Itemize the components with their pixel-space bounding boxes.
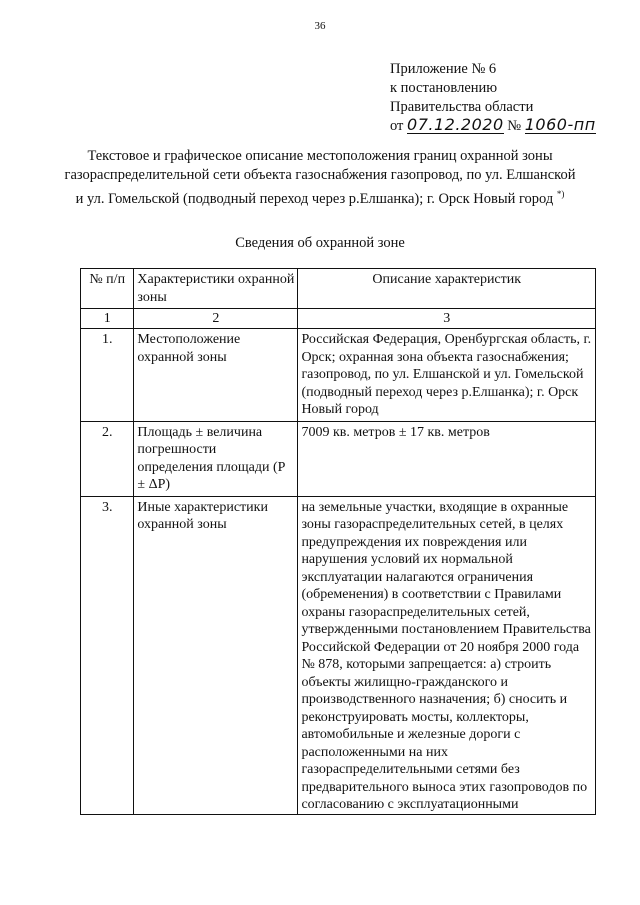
page-number: 36 (314, 20, 326, 32)
handwritten-number: 1060-пп (524, 115, 596, 134)
column-number-row (81, 309, 596, 329)
appendix-line-1: Приложение № 6 (390, 61, 497, 77)
table-row (81, 421, 596, 496)
header-cell-description: Описание характеристик (298, 269, 596, 309)
handwritten-date: 07.12.2020 (407, 115, 504, 134)
row-description: Российская Федерация, Оренбургская область, г. Орск; охранная зона объекта газоснабжения; газопровод, по ул. Елшанской и ул. Гомельской (подводный переход через р.Елшанка); г. Орск Новый город (298, 329, 596, 422)
column-number-3: 3 (298, 309, 596, 329)
row-number: 1. (81, 329, 134, 422)
section-subtitle: Сведения об охранной зоне (235, 235, 405, 251)
document-title (60, 147, 580, 209)
row-characteristic: Местоположение охранной зоны (134, 329, 298, 422)
column-number-2: 2 (134, 309, 298, 329)
column-number-1: 1 (81, 309, 134, 329)
number-prefix: № (507, 118, 522, 134)
row-number: 3. (81, 496, 134, 814)
table-row (81, 329, 596, 422)
zone-info-table (80, 268, 596, 815)
appendix-block (390, 60, 596, 136)
header-cell-number: № п/п (81, 269, 134, 309)
row-characteristic: Иные характеристики охранной зоны (134, 496, 298, 814)
row-description: 7009 кв. метров ± 17 кв. метров (298, 421, 596, 496)
table-header-row (81, 269, 596, 309)
header-cell-characteristic: Характеристики охранной зоны (134, 269, 298, 309)
table-row (81, 496, 596, 814)
appendix-line-3: Правительства области (390, 99, 534, 115)
row-number: 2. (81, 421, 134, 496)
footnote-mark: *) (556, 189, 565, 199)
title-text: Текстовое и графическое описание местоположения границ охранной зоны газораспределительной сети объекта газоснабжения газопровод, по ул. Елшанской и ул. Гомельской (подводный переход через р.Елшанка); г. Орск Новый город (64, 148, 576, 207)
row-description: на земельные участки, входящие в охранные зоны газораспределительных сетей, в целях предупреждения их повреждения или нарушения условий их нормальной эксплуатации налагаются ограничения (обременения) в соответствии с Правилами охраны газораспределительных сетей, утвержденными постановлением Правительства Российской Федерации от 20 ноября 2000 года № 878, которыми запрещается: а) строить объекты жилищно-гражданского и производственного назначения; б) сносить и реконструировать мосты, коллекторы, автомобильные и железные дороги с расположенными на них газораспределительными сетями без предварительного выноса этих газопроводов по согласованию с эксплуатационными (298, 496, 596, 814)
row-characteristic: Площадь ± величина погрешности определения площади (P ± ΔP) (134, 421, 298, 496)
appendix-line-2: к постановлению (390, 80, 498, 96)
appendix-date-line (390, 117, 596, 136)
date-prefix: от (390, 118, 404, 134)
